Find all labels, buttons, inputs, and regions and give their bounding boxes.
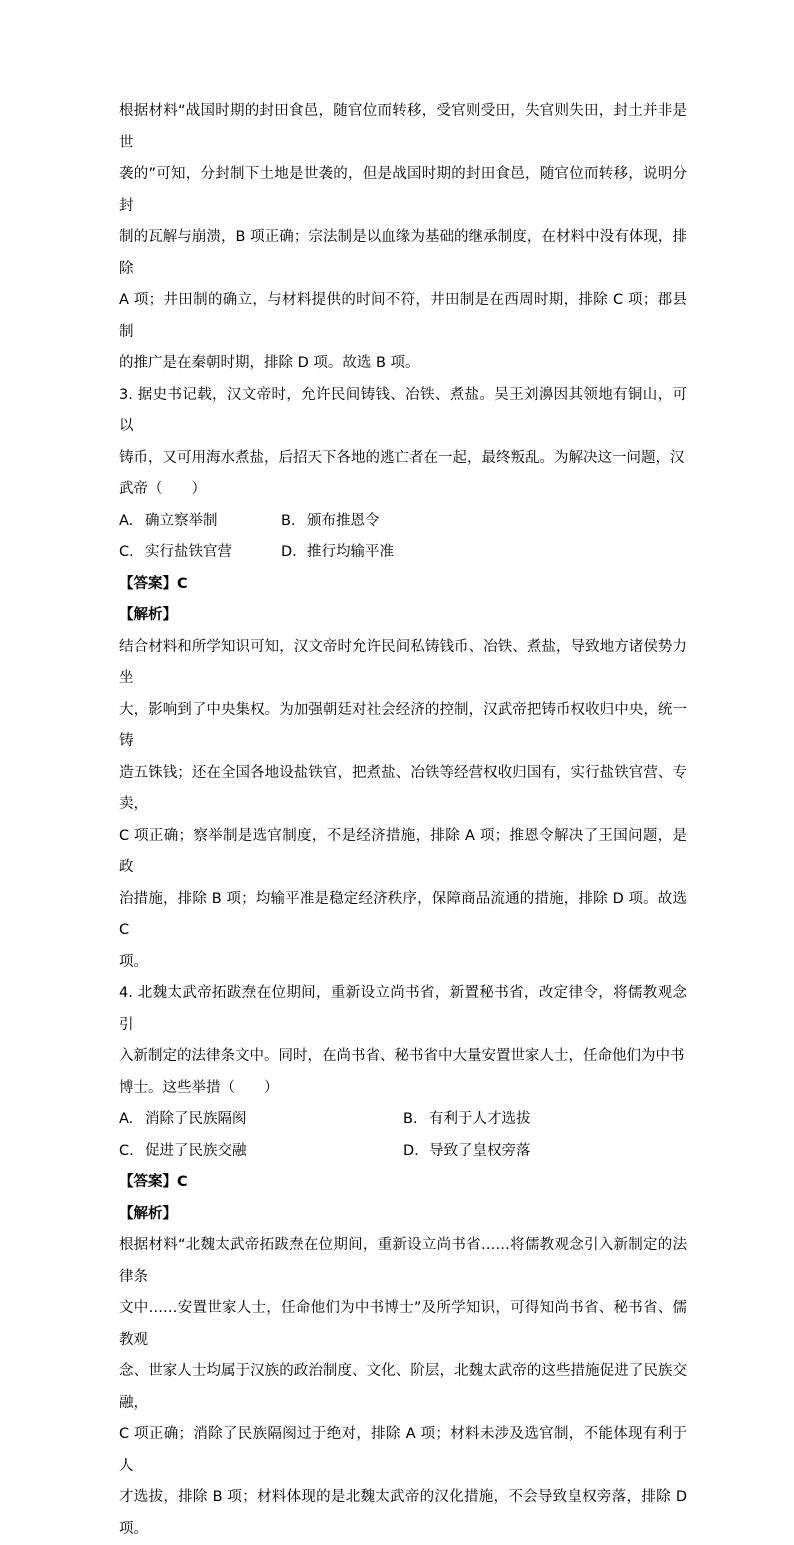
q2-analysis-line: 制的瓦解与崩溃，B 项正确；宗法制是以血缘为基础的继承制度，在材料中没有体现，排除 [119,229,687,277]
q3-analysis-line: 大，影响到了中央集权。为加强朝廷对社会经济的控制，汉武帝把铸币权收归中央，统一铸 [119,701,687,749]
option-letter: B. [281,512,296,529]
q4-analysis-line: C 项正确；消除了民族隔阂过于绝对，排除 A 项；材料未涉及选官制，不能体现有利于人 [119,1426,687,1474]
option-text: 有利于人才选拔 [429,1111,531,1127]
option-letter: B. [403,1111,418,1127]
option-letter: D. [281,544,297,560]
q3-analysis-label: 【解析】 [119,607,177,623]
option-text: 推行均输平准 [307,544,394,560]
option-letter: D. [403,1142,419,1159]
q3-options-row [119,506,687,538]
option-letter: C. [119,1142,134,1159]
option-letter: A. [119,512,134,529]
option-text: 确立察举制 [145,512,218,529]
q4-stem-line: 4. 北魏太武帝拓跋焘在位期间，重新设立尚书省，新置秘书省，改定律令，将儒教观念引 [119,985,687,1033]
q4-option-b [403,1104,687,1136]
q3-option-c [119,537,281,569]
option-letter: A. [119,1111,134,1127]
q4-option-a [119,1104,403,1136]
q3-analysis-line: 结合材料和所学知识可知，汉文帝时允许民间私铸钱币、冶铁、煮盐，导致地方诸侯势力坐 [119,638,687,686]
q3-options-row [119,537,687,569]
q4-stem-line: 博士。这些举措（ ） [119,1079,279,1096]
q3-option-b [281,506,443,538]
option-text: 导致了皇权旁落 [429,1142,531,1159]
q2-analysis-line: 袭的”可知，分封制下土地是世袭的，但是战国时期的封田食邑，随官位而转移，说明分封 [119,166,687,214]
q2-analysis-line: 的推广是在秦朝时期，排除 D 项。故选 B 项。 [119,355,420,371]
q4-stem-line: 入新制定的法律条文中。同时，在尚书省、秘书省中大量安置世家人士，任命他们为中书 [119,1048,685,1064]
q4-option-c [119,1136,403,1168]
option-text: 实行盐铁官营 [145,544,232,560]
q4-analysis-label: 【解析】 [119,1205,177,1222]
option-text: 消除了民族隔阂 [145,1111,247,1127]
q4-answer: 【答案】C [119,1174,188,1190]
q3-stem-line: 武帝（ ） [119,481,206,497]
q3-stem-line: 3. 据史书记载，汉文帝时，允许民间铸钱、冶铁、煮盐。吴王刘濞因其领地有铜山，可以 [119,386,687,434]
q3-analysis-line: 项。 [119,953,148,970]
q3-stem-line: 铸币，又可用海水煮盐，后招天下各地的逃亡者在一起，最终叛乱。为解决这一问题，汉 [119,449,685,466]
q4-analysis-line: 根据材料“北魏太武帝拓跋焘在位期间，重新设立尚书省……将儒教观念引入新制定的法律条 [119,1237,687,1285]
q4-options-row [119,1104,687,1136]
q3-analysis-line: C 项正确；察举制是选官制度，不是经济措施，排除 A 项；推恩令解决了王国问题，是政 [119,827,687,875]
q4-analysis-line: 文中……安置世家人士，任命他们为中书博士”及所学知识，可得知尚书省、秘书省、儒教观 [119,1300,687,1348]
q3-analysis-line: 治措施，排除 B 项；均输平准是稳定经济秩序，保障商品流通的措施，排除 D 项。故选 C [119,890,687,938]
q2-analysis-line: A 项；井田制的确立，与材料提供的时间不符，井田制是在西周时期，排除 C 项；郡县制 [119,292,687,340]
q3-option-a [119,506,281,538]
option-letter: C. [119,544,134,560]
q4-option-d [403,1136,687,1168]
q3-analysis-line: 造五铢钱；还在全国各地设盐铁官，把煮盐、冶铁等经营权收归国有，实行盐铁官营、专卖， [119,764,687,812]
q3-answer: 【答案】C [119,575,188,592]
option-text: 颁布推恩令 [307,512,380,529]
q4-analysis-line: 才选拔，排除 B 项；材料体现的是北魏太武帝的汉化措施，不会导致皇权旁落，排除 D 项。 [119,1489,687,1537]
document-page [119,96,687,1545]
option-text: 促进了民族交融 [145,1142,247,1159]
q3-option-d [281,537,443,569]
q4-options-row [119,1136,687,1168]
q2-analysis-line: 根据材料“战国时期的封田食邑，随官位而转移，受官则受田，失官则失田，封土并非是世 [119,103,687,151]
q4-analysis-line: 念、世家人士均属于汉族的政治制度、文化、阶层，北魏太武帝的这些措施促进了民族交融， [119,1363,687,1411]
